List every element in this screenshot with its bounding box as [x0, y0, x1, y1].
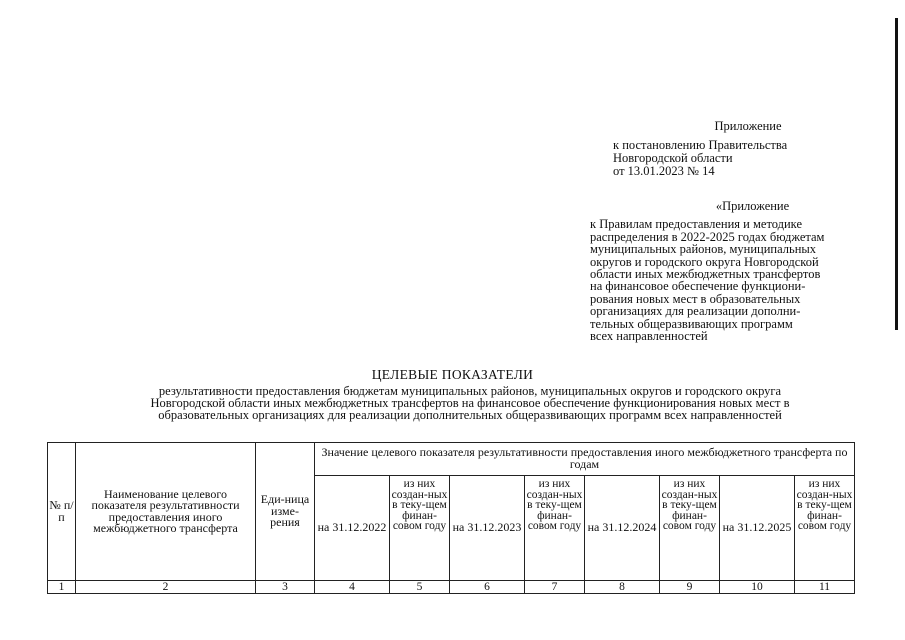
appendix-rules-title: «Приложение	[715, 199, 790, 213]
header-as-of-2025: на 31.12.2025	[720, 476, 795, 581]
appendix-rules-line: к Правилам предоставления и методике	[590, 217, 802, 232]
subheading-line: образовательных организациях для реализации дополнительных общеразвивающих программ всех направленностей	[158, 408, 782, 423]
appendix-rules-line: всех направленностей	[590, 329, 708, 344]
column-number: 11	[795, 581, 855, 594]
column-number: 6	[450, 581, 525, 594]
column-number: 1	[48, 581, 76, 594]
scan-edge-bar	[895, 18, 898, 330]
appendix-line: от 13.01.2023 № 14	[613, 164, 715, 178]
column-number: 2	[76, 581, 256, 594]
appendix-line: к постановлению Правительства	[613, 138, 788, 152]
indicators-table	[47, 442, 855, 594]
header-indicator-name: Наименование целевого показателя результативности предоставлeния иного межбюджетного трансферта	[76, 443, 256, 581]
appendix-rules-line: распределения в 2022-2025 годах бюджетам	[590, 229, 825, 244]
subheading-line: результативности предоставления бюджетам муниципальных районов, муниципальных округов и городского округа	[158, 384, 782, 398]
subheading-line: Новгородской области иных межбюджетных трансфертов на финансовое обеспечение функционирования новых мест в	[150, 396, 790, 411]
appendix-rules-line: тельных общеразвивающих программ	[590, 316, 793, 331]
appendix-rules-line: муниципальных районов, муниципальных	[590, 242, 817, 257]
appendix-line: Новгородской области	[613, 151, 733, 165]
column-number: 9	[660, 581, 720, 594]
column-number: 3	[256, 581, 315, 594]
header-created-current-year: из них создан-ных в теку-щем финан-совом году	[390, 476, 450, 581]
appendix-government-decree	[613, 120, 853, 178]
document-subheading	[60, 385, 880, 422]
column-number: 5	[390, 581, 450, 594]
appendix-rules-line: на финансовое обеспечение функциони-	[590, 279, 806, 294]
appendix-rules-line: округов и городского округа Новгородской	[590, 254, 819, 269]
header-as-of-2022: на 31.12.2022	[315, 476, 390, 581]
header-unit: Еди-ница изме-рения	[256, 443, 315, 581]
appendix-rules-line: области иных межбюджетных трансфертов	[590, 267, 821, 282]
appendix-title: Приложение	[714, 119, 782, 133]
column-number-row	[48, 581, 855, 594]
column-number: 7	[525, 581, 585, 594]
header-values-by-year: Значение целевого показателя результативности предоставления иного межбюджетного трансферта по годам	[315, 443, 855, 476]
document-heading: ЦЕЛЕВЫЕ ПОКАЗАТЕЛИ	[371, 367, 534, 382]
header-created-current-year: из них создан-ных в теку-щем финан-совом году	[795, 476, 855, 581]
header-as-of-2023: на 31.12.2023	[450, 476, 525, 581]
appendix-rules-line: рования новых мест в образовательных	[590, 291, 801, 306]
column-number: 8	[585, 581, 660, 594]
header-created-current-year: из них создан-ных в теку-щем финан-совом году	[660, 476, 720, 581]
column-number: 10	[720, 581, 795, 594]
header-created-current-year: из них создан-ных в теку-щем финан-совом году	[525, 476, 585, 581]
header-as-of-2024: на 31.12.2024	[585, 476, 660, 581]
header-row-number: № п/п	[48, 443, 76, 581]
column-number: 4	[315, 581, 390, 594]
appendix-rules-line: организациях для реализации дополни-	[590, 304, 801, 319]
appendix-rules	[590, 200, 865, 342]
